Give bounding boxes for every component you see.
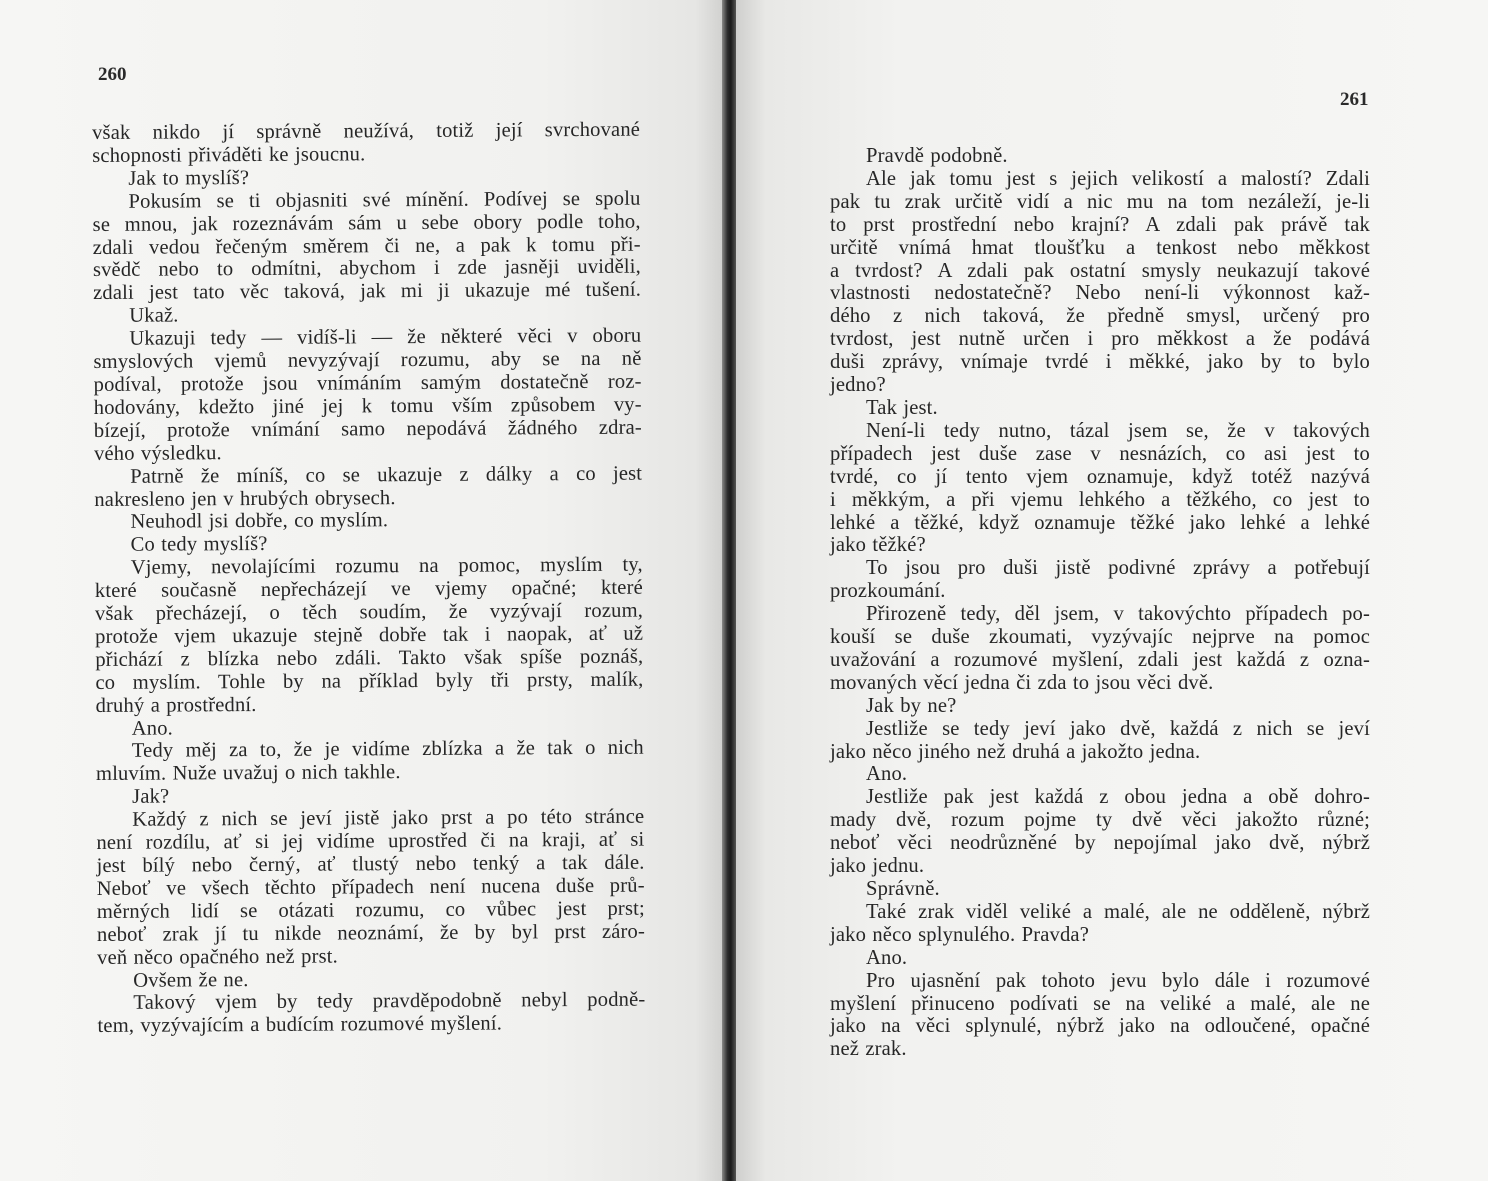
right-page-text-line: duši zprávy, vnímaje tvrdé i měkké, jako by to bylo [830,351,1370,374]
left-page-text-line: Neuhodl jsi dobře, co myslím. [130,509,389,534]
right-page-text-line: uvažování a rozumové myšlení, zdali jest každá z ozna- [830,648,1370,671]
right-page-text-line: Jestliže pak jest každá z obou jedna a obě dohro- [866,786,1370,809]
right-page-text-line: Jak by ne? [866,694,957,717]
left-page-text-line: měrných lidí se otázati rozumu, co vůbec jest prst; [96,897,645,923]
left-page-text-line: druhý a prostřední. [95,693,257,717]
right-page-text-line: Správně. [866,878,940,900]
left-page-text-line: přichází z blízka nebo zdáli. Takto však spíše poznáš, [95,645,644,671]
right-page-text-line: určitě vnímá hmat tloušťku a tenkost nebo měkkost [830,236,1370,259]
left-page-text-line: zdali jest tato věc taková, jak mi ji ukazuje mé tušení. [92,278,642,305]
right-page-text-line: kouší se duše zkoumati, vyzývajíc nejprve na pomoc [830,626,1370,649]
left-page-text-line: tem, vyzývajícím a budícím rozumové myšlení. [97,1012,503,1038]
left-page-text-line: co myslím. Tohle by na příklad byly tři prsty, malík, [95,668,644,694]
left-page-text-line: zdali vedou řečeným směrem či ne, a pak k tomu při- [92,233,641,259]
left-page-text-line: však nikdo jí správně neužívá, totiž její svrchované [92,118,641,144]
left-page-text-line: Neboť ve všech těchto případech není nucena duše prů- [96,874,645,900]
left-page-text-line: mluvím. Nuže uvažuj o nich takhle. [95,761,401,786]
right-page-text [830,145,1370,1061]
left-page-text-line: hodovány, kdežto jiné jej k tomu vším způsobem vy- [93,393,642,419]
right-page-text-line: vlastnosti nedostatečně? Nebo není-li výkonnost kaž- [830,282,1370,305]
right-page-number: 261 [1340,89,1369,110]
right-page-text-line: Není-li tedy nutno, tázal jsem se, že v takových [866,419,1370,442]
right-page-text-line: Ano. [866,763,908,786]
right-page-text-line: neboť věci neodrůzněné by nepojímal jako dvě, nýbrž [830,832,1370,855]
right-page-text-line: a tvrdost? A zdali pak ostatní smysly neukazují takové [830,259,1370,282]
right-page [736,0,1488,1181]
right-page-text-line: jako něco splynulého. Pravda? [830,923,1089,946]
left-page-text-line: schopnosti přiváděti ke jsoucnu. [92,143,366,167]
left-page-text-line: Ukaž. [129,304,179,328]
right-page-text-line: tvrdé, co jí tento vjem oznamuje, když totéž nazývá [830,465,1370,488]
right-page-text-line: Pro ujasnění pak tohoto jevu bylo dále i rozumové [866,969,1370,992]
right-page-text-line: jako něco jiného než druhá a jakožto jedna. [830,740,1201,763]
left-page-text-line: veň něco opačného než prst. [97,945,338,969]
left-page-text-line: Každý z nich se jeví jistě jako prst a po této stránce [132,805,645,831]
left-page-text-line: Jak to myslíš? [128,166,250,190]
right-page-text-line: Ale jak tomu jest s jejich velikostí a malostí? Zdali [866,167,1370,190]
left-page-text-line: vého výsledku. [93,441,222,465]
right-page-text-line: myšlení přinuceno podívati se na veliké a malé, ale ne [830,992,1370,1015]
right-page-text-line: movaných věcí jedna či zda to jsou věci dvě. [830,671,1214,694]
right-page-text-line: tvrdost, jest nutně určen i pro měkkost a že podává [830,328,1370,351]
right-page-text-line: Také zrak viděl veliké a malé, ale ne odděleně, nýbrž [866,900,1370,923]
left-page-text-line: Patrně že míníš, co se ukazuje z dálky a co jest [130,462,643,488]
right-page-text-line: než zrak. [830,1038,907,1061]
right-page-text-line: Pravdě podobně. [866,145,1008,167]
left-page-text-line: se mnou, jak rozeznávám sám u sebe obory podle toho, [92,210,641,236]
left-page-text-line: Ovšem že ne. [133,968,249,992]
left-page-text-line: smyslových vjemů nevyzývají rozumu, aby se na ně [93,347,642,374]
left-page-text-line: Co tedy myslíš? [130,533,268,557]
right-page-text-line: Tak jest. [866,396,938,419]
right-page-text-line: Přirozeně tedy, děl jsem, v takovýchto případech po- [866,603,1370,626]
left-page-text-line: nakresleno jen v hrubých obrysech. [94,486,396,511]
right-page-text-line: prozkoumání. [830,580,946,603]
right-page-text-line: Ano. [866,946,908,969]
right-page-text-line: případech jest duše zase v nesnázích, co asi jest to [830,442,1370,465]
right-page-text-line: mady dvě, rozum pojme ty dvě věci jakožto různé; [830,809,1370,832]
left-page-text-line: které současně nepřecházejí ve vjemy opačné; které [94,576,643,603]
left-page [0,0,724,1181]
left-page-text-line: Jak? [132,785,170,809]
left-page-text-line: Tedy měj za to, že je vidíme zblízka a že tak o nich [131,737,644,763]
left-page-text-line: není rozdílu, ať si jej vidíme uprostřed či na kraji, ať si [96,828,645,855]
left-page-text-line: Pokusím se ti objasniti své mínění. Podívej se spolu [128,187,641,213]
right-page-text-line: jako na věci splynulé, nýbrž jako na odloučené, opačné [830,1015,1370,1038]
left-page-text-line: Ano. [131,717,173,740]
right-page-text-line: pak tu zrak určitě vidí a nic mu na tom nezáleží, je-li [830,190,1370,213]
left-page-text-line: Vjemy, nevolajícími rozumu na pomoc, myslím ty, [130,553,643,579]
left-page-text-line: bízejí, protože vnímání samo nepodává žádného zdra- [93,416,642,442]
right-page-text-line: jedno? [830,374,886,397]
left-page-text-line: protože vjem ukazuje stejně dobře tak i naopak, ať už [95,622,644,648]
left-page-text-line: však přecházejí, o těch soudím, že vyzývají rozum, [94,599,644,626]
left-page-text [92,119,646,1039]
left-page-text-line: Takový vjem by tedy pravděpodobně nebyl podně- [133,989,646,1015]
left-page-text-line: svědč nebo to odmítni, abychom i zde jasněji uviděli, [92,256,641,282]
right-page-text-line: i měkkým, a při vjemu lehkého a těžkého, co jest to [830,488,1370,511]
left-page-text-line: neboť zrak jí tu nikde neoznámí, že by byl prst záro- [96,920,646,946]
right-page-text-line: to prst prostřední nebo krajní? A zdali pak právě tak [830,213,1370,236]
right-page-text-line: jako těžké? [830,534,926,557]
right-page-text-line: dého z nich taková, že předně smysl, určený pro [830,305,1370,328]
left-page-text-line: podíval, protože jsou vnímáním samým dostatečně roz- [93,370,642,396]
left-page-number: 260 [98,64,127,85]
left-page-text-line: Ukazuji tedy — vidíš-li — že některé věci v oboru [129,324,642,350]
right-page-text-line: To jsou pro duši jistě podivné zprávy a potřebují [866,557,1370,580]
right-page-text-line: jako jednu. [830,855,925,878]
right-page-text-line: lehké a těžké, když oznamuje těžké jako lehké a lehké [830,511,1370,534]
left-page-text-line: jest bílý nebo černý, ať tlustý nebo tenký a tak dále. [96,851,645,877]
right-page-text-line: Jestliže se tedy jeví jako dvě, každá z nich se jeví [866,717,1370,740]
